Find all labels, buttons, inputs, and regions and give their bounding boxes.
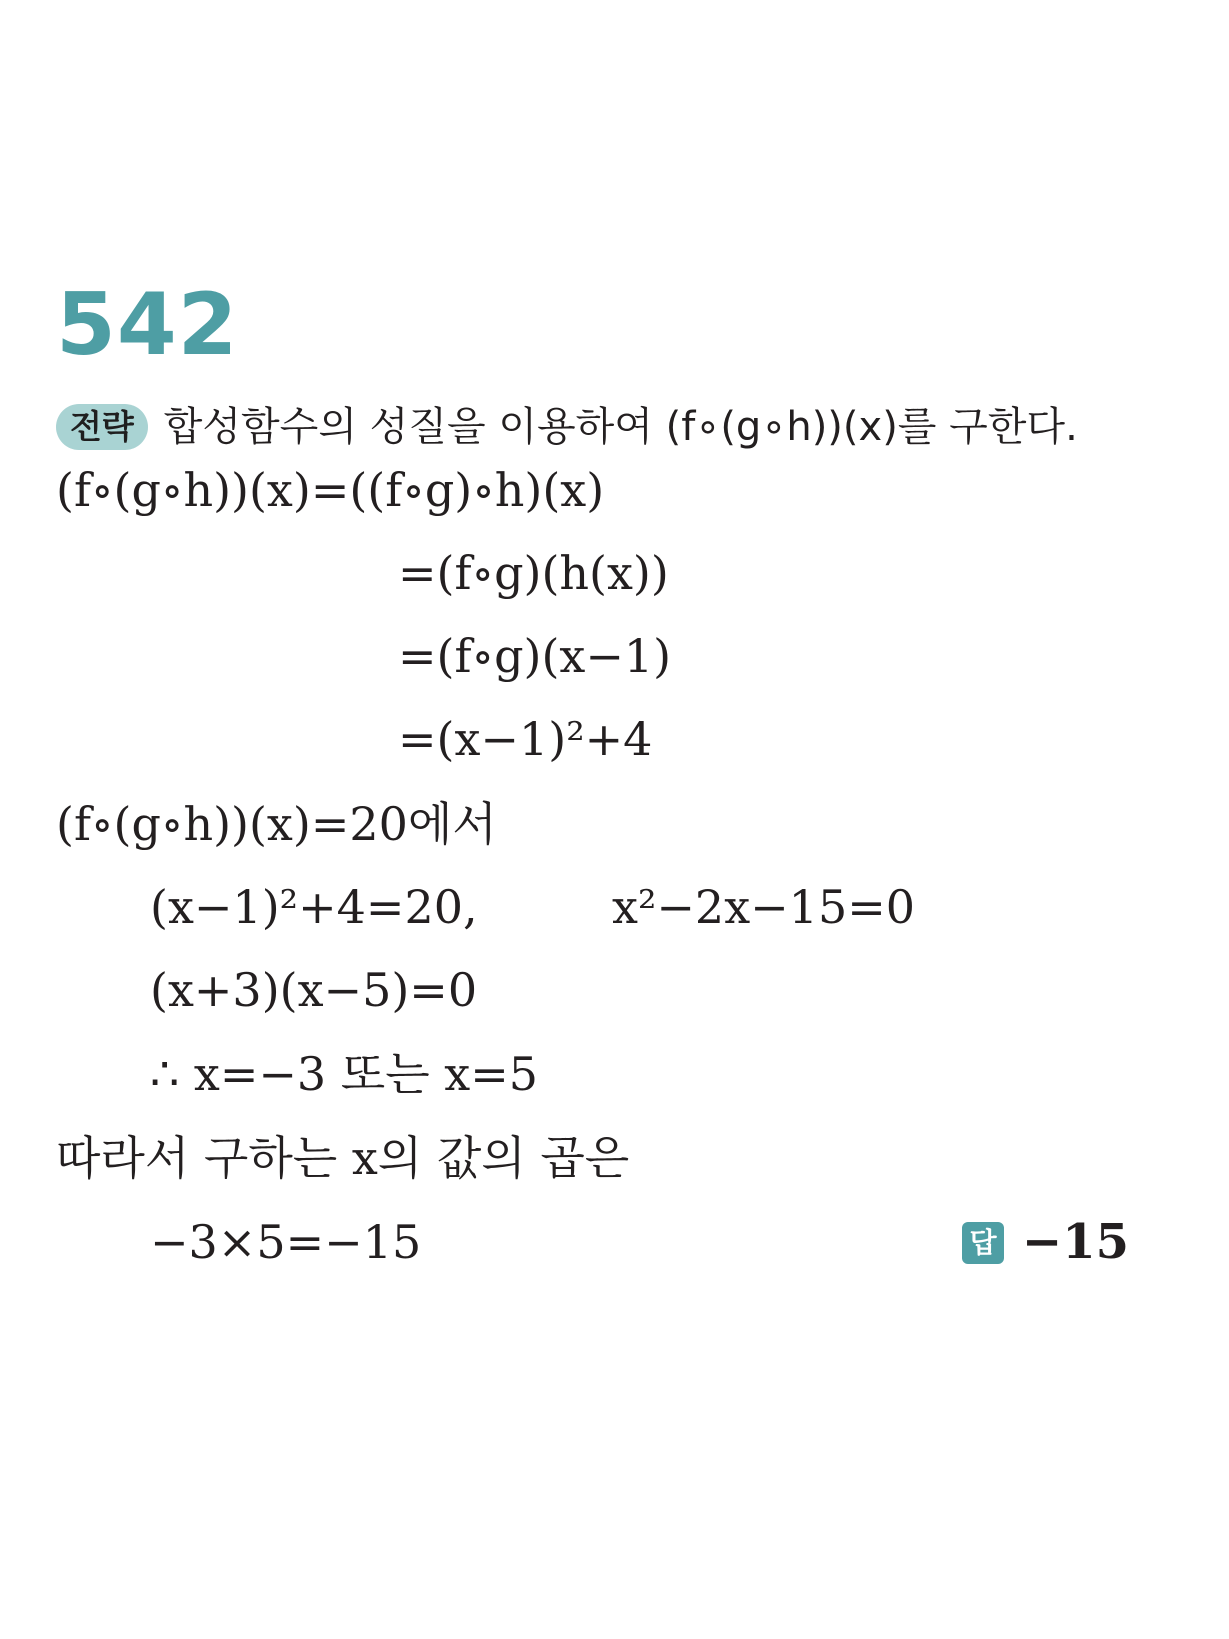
solution-line-7: (x+3)(x−5)=0 [150,963,478,1017]
solution-line-6b: x²−2x−15=0 [612,880,916,934]
strategy-badge: 전략 [56,404,148,450]
problem-number: 542 [56,275,239,375]
solution-line-9: 따라서 구하는 x의 값의 곱은 [56,1131,630,1185]
solution-line-10: −3×5=−15 [150,1215,422,1269]
answer-badge: 답 [962,1222,1004,1264]
solution-line-6a: (x−1)²+4=20, [150,880,478,934]
solution-line-5: (f∘(g∘h))(x)=20에서 [56,797,497,851]
strategy-text: 합성함수의 성질을 이용하여 (f∘(g∘h))(x)를 구한다. [163,404,1078,450]
solution-line-4: =(x−1)²+4 [398,712,653,766]
answer-value: −15 [1022,1214,1130,1270]
solution-line-2: =(f∘g)(h(x)) [398,546,669,600]
strategy-row [56,400,1078,454]
solution-line-8: ∴ x=−3 또는 x=5 [150,1047,539,1101]
solution-line-1: (f∘(g∘h))(x)=((f∘g)∘h)(x) [56,463,605,517]
solution-line-3: =(f∘g)(x−1) [398,629,672,683]
